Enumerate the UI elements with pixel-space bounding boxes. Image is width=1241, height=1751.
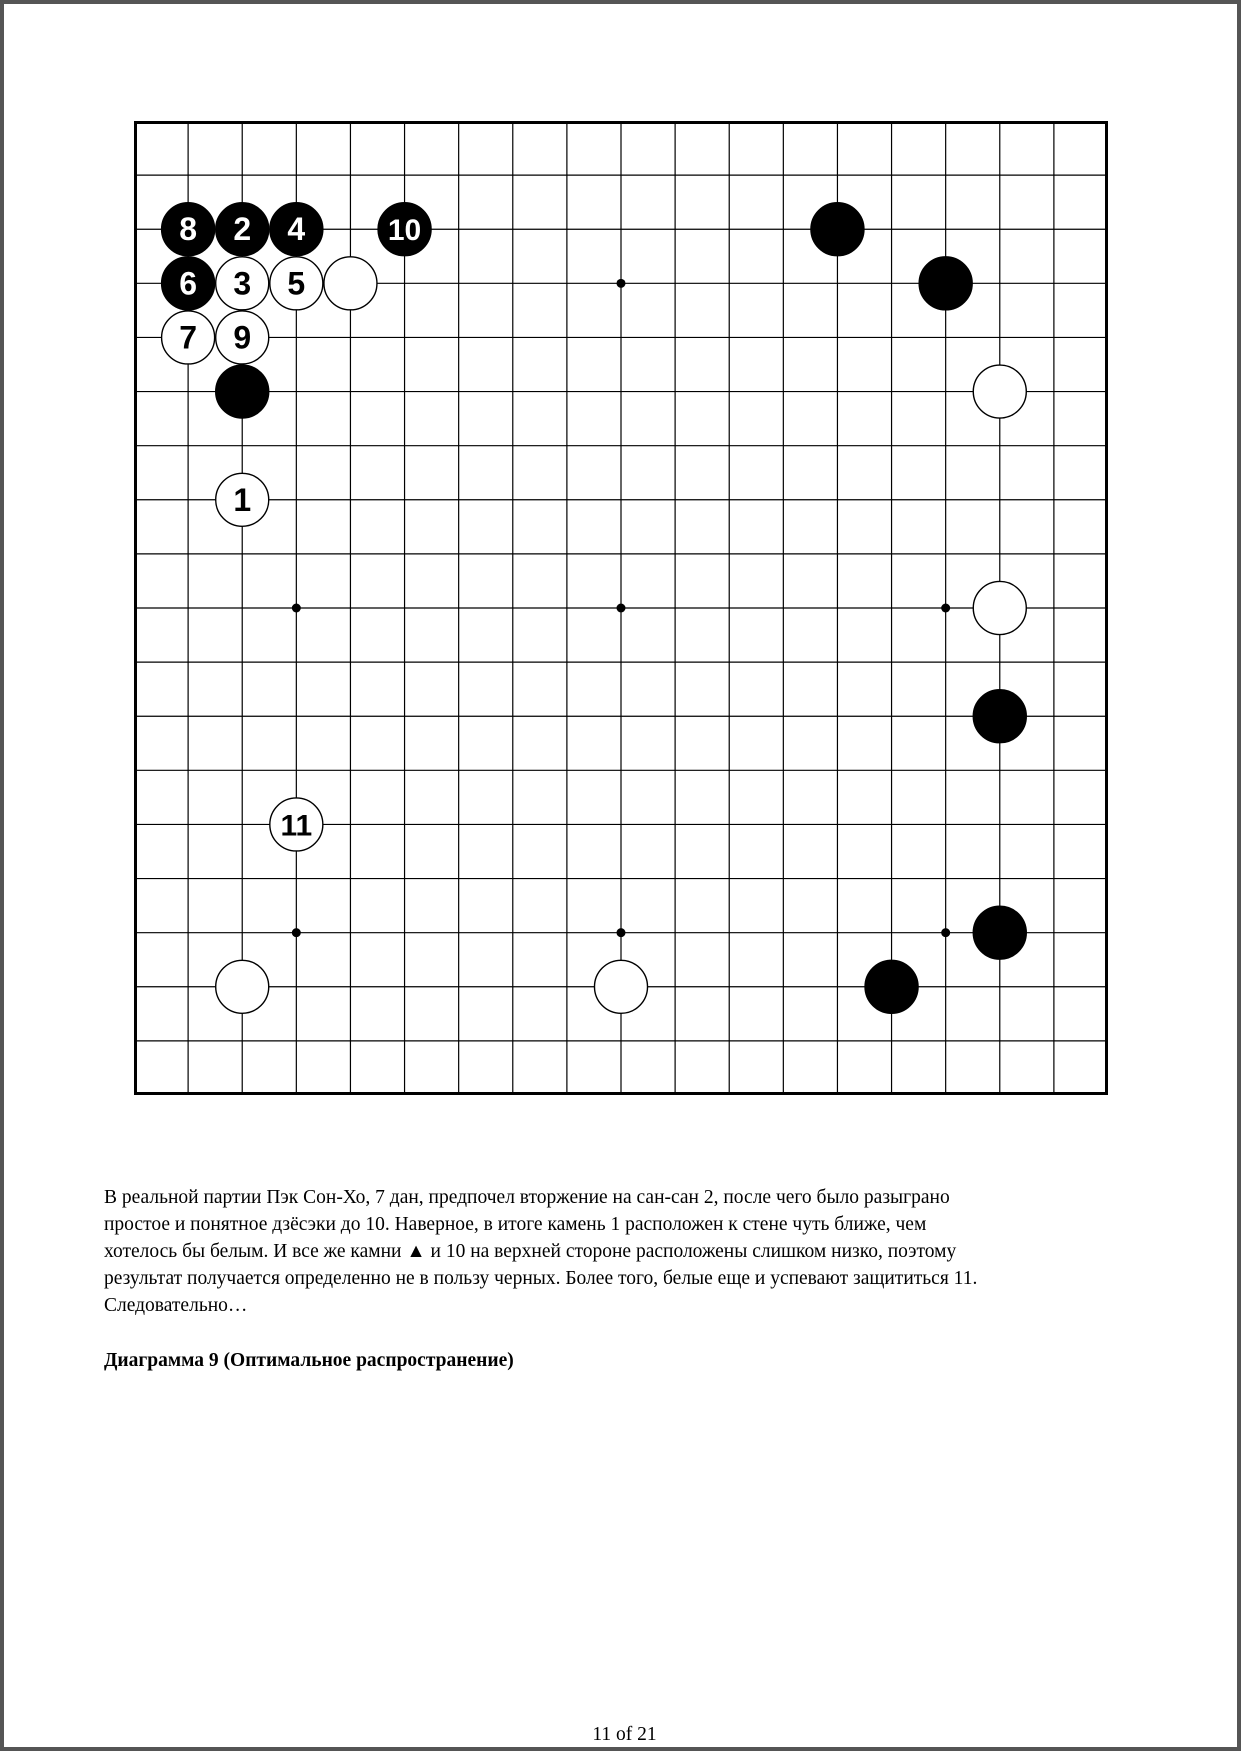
- stone-move-number: 4: [287, 211, 306, 248]
- black-stone-disc: [973, 906, 1026, 959]
- black-stone: [162, 203, 215, 256]
- white-stone: [270, 257, 323, 310]
- black-stone-disc: [973, 690, 1026, 743]
- black-stone: [973, 906, 1026, 959]
- black-stone: [270, 203, 323, 256]
- black-stone: [216, 365, 269, 418]
- stone-move-number: 11: [280, 809, 313, 843]
- black-stone: [162, 257, 215, 310]
- page-number: 11 of 21: [592, 1724, 657, 1745]
- star-point: [617, 928, 626, 937]
- paragraph-line: В реальной партии Пэк Сон-Хо, 7 дан, предпочел вторжение на сан-сан 2, после чего было разыграно: [104, 1187, 950, 1208]
- black-stone: [216, 203, 269, 256]
- white-stone: [270, 798, 323, 851]
- black-stone-disc: [216, 365, 269, 418]
- star-point: [617, 604, 626, 613]
- paragraph-line: хотелось бы белым. И все же камни ▲ и 10 на верхней стороне расположены слишком низко, поэтому: [104, 1241, 957, 1262]
- white-stone: [973, 365, 1026, 418]
- stone-move-number: 10: [387, 214, 422, 248]
- paragraph-line: результат получается определенно не в пользу черных. Более того, белые еще и успевают защититься 11.: [104, 1268, 978, 1289]
- stone-move-number: 9: [233, 319, 252, 356]
- white-stone: [216, 473, 269, 526]
- white-stone: [216, 960, 269, 1013]
- black-stone: [919, 257, 972, 310]
- stone-move-number: 3: [233, 265, 252, 302]
- diagram-caption: Диаграмма 9 (Оптимальное распространение): [104, 1350, 514, 1371]
- star-point: [941, 928, 950, 937]
- black-stone: [973, 690, 1026, 743]
- paragraph-line: Следовательно…: [104, 1295, 248, 1316]
- white-stone-disc: [973, 581, 1026, 634]
- black-stone: [811, 203, 864, 256]
- white-stone: [324, 257, 377, 310]
- white-stone: [216, 257, 269, 310]
- star-point: [292, 604, 301, 613]
- white-stone-disc: [324, 257, 377, 310]
- paragraph-line: простое и понятное дзёсэки до 10. Наверное, в итоге камень 1 расположен к стене чуть ближе, чем: [104, 1214, 927, 1235]
- black-stone-disc: [919, 257, 972, 310]
- white-stone: [216, 311, 269, 364]
- stone-move-number: 7: [179, 319, 198, 356]
- go-board-diagram: [134, 121, 1108, 1095]
- black-stone-disc: [811, 203, 864, 256]
- stone-move-number: 2: [233, 211, 252, 248]
- stone-move-number: 5: [287, 265, 306, 302]
- white-stone: [162, 311, 215, 364]
- star-point: [941, 604, 950, 613]
- white-stone-disc: [594, 960, 647, 1013]
- stone-move-number: 1: [233, 481, 252, 518]
- white-stone-disc: [216, 960, 269, 1013]
- stone-move-number: 6: [179, 265, 198, 302]
- black-stone-disc: [865, 960, 918, 1013]
- stone-move-number: 8: [179, 211, 198, 248]
- star-point: [617, 279, 626, 288]
- white-stone: [594, 960, 647, 1013]
- commentary-paragraph: [104, 1184, 1154, 1319]
- black-stone: [378, 203, 431, 256]
- star-point: [292, 928, 301, 937]
- black-stone: [865, 960, 918, 1013]
- white-stone-disc: [973, 365, 1026, 418]
- white-stone: [973, 581, 1026, 634]
